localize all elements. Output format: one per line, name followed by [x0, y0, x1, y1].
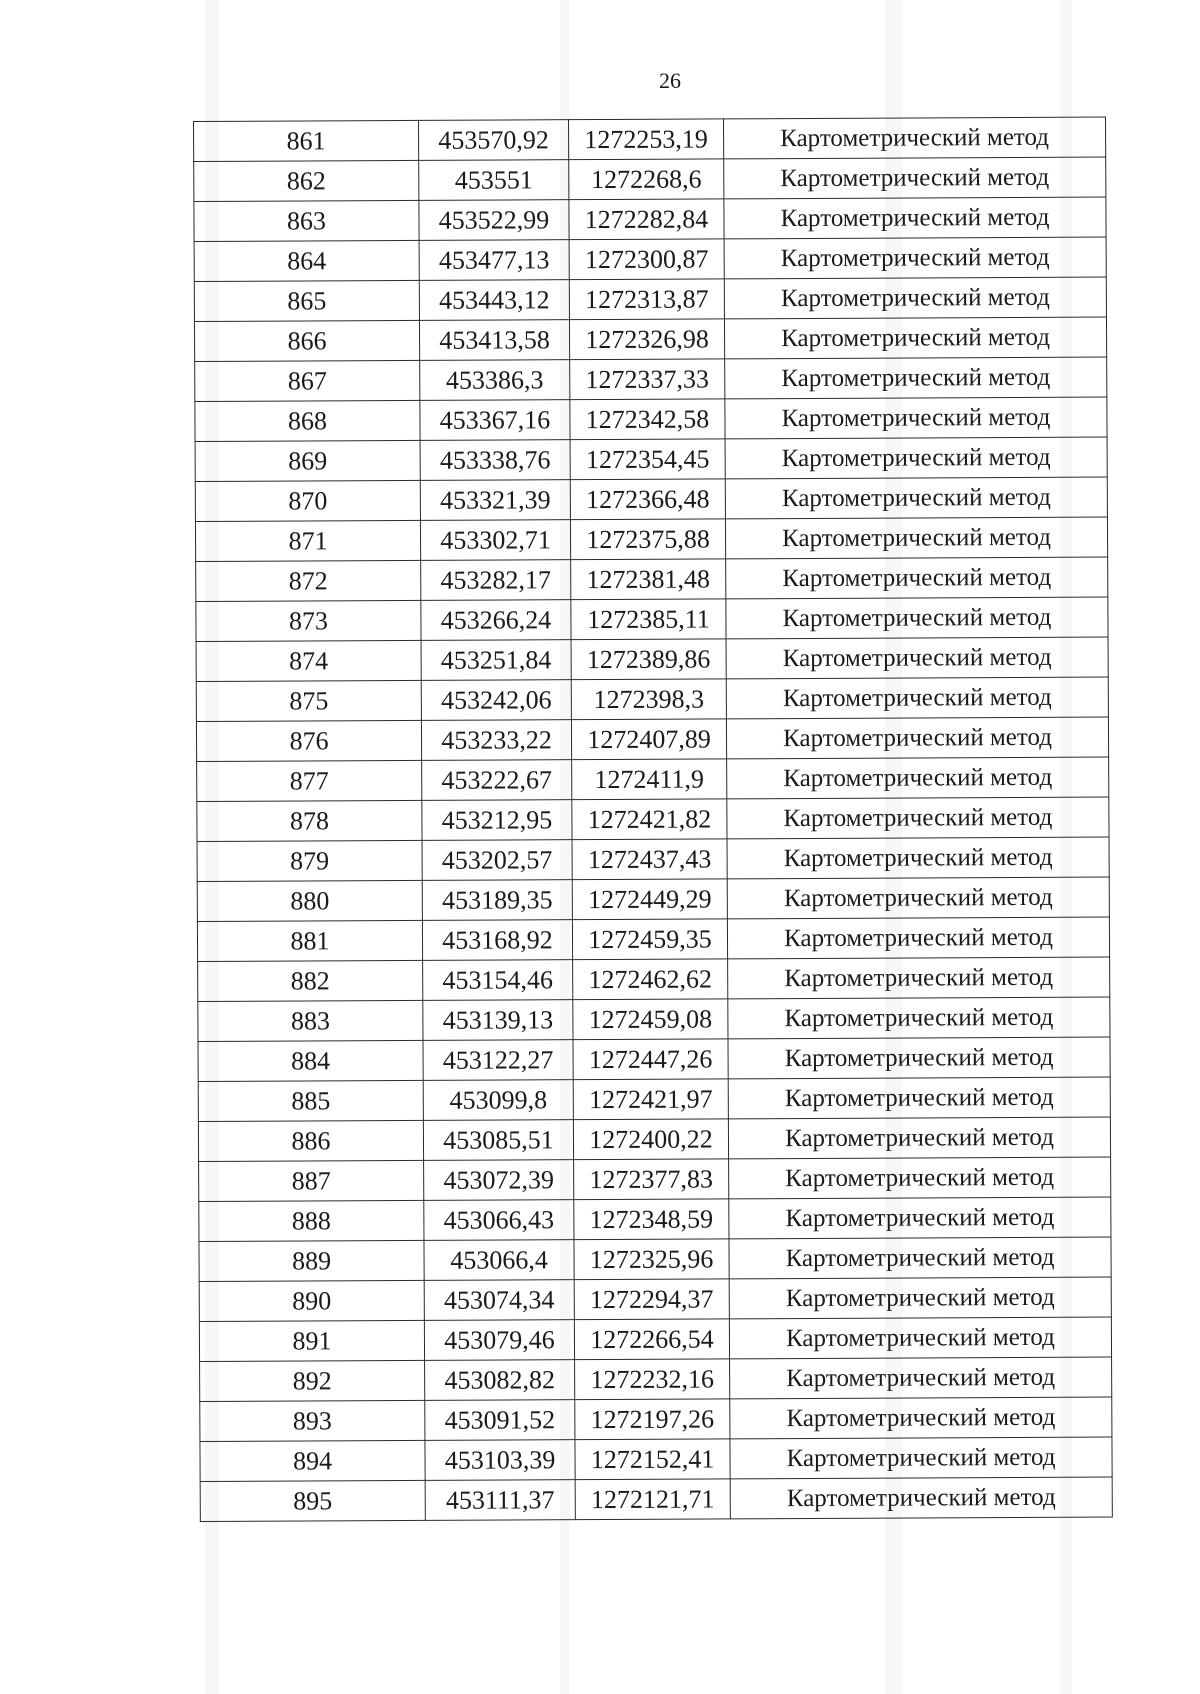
point-number-cell: 882: [198, 960, 423, 1001]
table-row: [194, 117, 1106, 161]
point-number-cell: 869: [195, 440, 420, 481]
point-number-cell: 862: [194, 160, 419, 201]
x-coordinate-cell: 453072,39: [424, 1160, 574, 1201]
y-coordinate-cell: 1272197,26: [575, 1399, 730, 1440]
coordinates-table: [193, 117, 1113, 1522]
y-coordinate-cell: 1272462,62: [573, 959, 728, 1000]
table-row: [199, 1157, 1111, 1201]
point-number-cell: 889: [199, 1240, 424, 1281]
x-coordinate-cell: 453074,34: [424, 1280, 574, 1321]
point-number-cell: 887: [199, 1160, 424, 1201]
method-cell: Картометрический метод: [726, 637, 1108, 679]
table-row: [198, 1077, 1110, 1121]
y-coordinate-cell: 1272337,33: [570, 359, 725, 400]
table-row: [197, 797, 1109, 841]
table-row: [200, 1437, 1112, 1481]
method-cell: Картометрический метод: [724, 317, 1106, 359]
method-cell: Картометрический метод: [728, 1117, 1110, 1159]
method-cell: Картометрический метод: [730, 1437, 1112, 1479]
y-coordinate-cell: 1272389,86: [571, 639, 726, 680]
method-cell: Картометрический метод: [727, 757, 1109, 799]
point-number-cell: 886: [198, 1120, 423, 1161]
x-coordinate-cell: 453413,58: [419, 320, 569, 361]
y-coordinate-cell: 1272447,26: [573, 1039, 728, 1080]
point-number-cell: 873: [196, 600, 421, 641]
table-row: [197, 877, 1109, 921]
point-number-cell: 874: [196, 640, 421, 681]
y-coordinate-cell: 1272300,87: [569, 239, 724, 280]
x-coordinate-cell: 453168,92: [422, 920, 572, 961]
method-cell: Картометрический метод: [730, 1477, 1112, 1519]
y-coordinate-cell: 1272282,84: [569, 199, 724, 240]
method-cell: Картометрический метод: [727, 837, 1109, 879]
y-coordinate-cell: 1272437,43: [572, 839, 727, 880]
method-cell: Картометрический метод: [729, 1157, 1111, 1199]
table-row: [198, 997, 1110, 1041]
table-row: [194, 157, 1106, 201]
method-cell: Картометрический метод: [726, 557, 1108, 599]
y-coordinate-cell: 1272411,9: [572, 759, 727, 800]
table-row: [200, 1397, 1112, 1441]
x-coordinate-cell: 453477,13: [419, 240, 569, 281]
x-coordinate-cell: 453282,17: [421, 560, 571, 601]
table-row: [194, 317, 1106, 361]
method-cell: Картометрический метод: [728, 957, 1110, 999]
x-coordinate-cell: 453367,16: [420, 400, 570, 441]
x-coordinate-cell: 453103,39: [425, 1440, 575, 1481]
point-number-cell: 881: [197, 920, 422, 961]
table-row: [197, 917, 1109, 961]
table-row: [196, 677, 1108, 721]
y-coordinate-cell: 1272342,58: [570, 399, 725, 440]
y-coordinate-cell: 1272385,11: [571, 599, 726, 640]
method-cell: Картометрический метод: [723, 117, 1105, 159]
method-cell: Картометрический метод: [730, 1397, 1112, 1439]
method-cell: Картометрический метод: [727, 877, 1109, 919]
x-coordinate-cell: 453212,95: [422, 800, 572, 841]
point-number-cell: 861: [194, 120, 419, 161]
x-coordinate-cell: 453302,71: [420, 520, 570, 561]
x-coordinate-cell: 453066,43: [424, 1200, 574, 1241]
point-number-cell: 866: [194, 320, 419, 361]
point-number-cell: 872: [196, 560, 421, 601]
table-row: [199, 1197, 1111, 1241]
table-row: [196, 557, 1108, 601]
point-number-cell: 865: [194, 280, 419, 321]
y-coordinate-cell: 1272313,87: [569, 279, 724, 320]
point-number-cell: 879: [197, 840, 422, 881]
table-row: [194, 197, 1106, 241]
point-number-cell: 893: [200, 1400, 425, 1441]
point-number-cell: 868: [195, 400, 420, 441]
x-coordinate-cell: 453443,12: [419, 280, 569, 321]
method-cell: Картометрический метод: [725, 437, 1107, 479]
x-coordinate-cell: 453085,51: [423, 1120, 573, 1161]
y-coordinate-cell: 1272294,37: [574, 1279, 729, 1320]
method-cell: Картометрический метод: [730, 1357, 1112, 1399]
y-coordinate-cell: 1272121,71: [575, 1479, 730, 1520]
x-coordinate-cell: 453099,8: [423, 1080, 573, 1121]
table-row: [194, 277, 1106, 321]
table-row: [198, 1037, 1110, 1081]
point-number-cell: 878: [197, 800, 422, 841]
y-coordinate-cell: 1272325,96: [574, 1239, 729, 1280]
x-coordinate-cell: 453091,52: [425, 1400, 575, 1441]
x-coordinate-cell: 453551: [419, 160, 569, 201]
point-number-cell: 870: [195, 480, 420, 521]
point-number-cell: 884: [198, 1040, 423, 1081]
y-coordinate-cell: 1272377,83: [574, 1159, 729, 1200]
y-coordinate-cell: 1272354,45: [570, 439, 725, 480]
y-coordinate-cell: 1272253,19: [568, 119, 723, 160]
table-row: [200, 1477, 1112, 1521]
point-number-cell: 890: [199, 1280, 424, 1321]
coordinates-table-body: [194, 117, 1113, 1521]
method-cell: Картометрический метод: [724, 237, 1106, 279]
point-number-cell: 875: [196, 680, 421, 721]
table-row: [199, 1317, 1111, 1361]
table-row: [196, 597, 1108, 641]
x-coordinate-cell: 453139,13: [423, 1000, 573, 1041]
y-coordinate-cell: 1272400,22: [573, 1119, 728, 1160]
page-number: 26: [659, 68, 681, 93]
method-cell: Картометрический метод: [727, 917, 1109, 959]
table-row: [196, 637, 1108, 681]
table-row: [195, 397, 1107, 441]
point-number-cell: 891: [199, 1320, 424, 1361]
method-cell: Картометрический метод: [729, 1237, 1111, 1279]
table-row: [197, 837, 1109, 881]
x-coordinate-cell: 453082,82: [425, 1360, 575, 1401]
table-row: [195, 437, 1107, 481]
table-row: [198, 1117, 1110, 1161]
x-coordinate-cell: 453570,92: [418, 120, 568, 161]
x-coordinate-cell: 453111,37: [425, 1480, 575, 1521]
method-cell: Картометрический метод: [729, 1317, 1111, 1359]
method-cell: Картометрический метод: [725, 357, 1107, 399]
method-cell: Картометрический метод: [724, 157, 1106, 199]
table-row: [199, 1277, 1111, 1321]
method-cell: Картометрический метод: [725, 477, 1107, 519]
table-row: [200, 1357, 1112, 1401]
y-coordinate-cell: 1272459,35: [572, 919, 727, 960]
method-cell: Картометрический метод: [724, 197, 1106, 239]
point-number-cell: 867: [195, 360, 420, 401]
method-cell: Картометрический метод: [728, 1077, 1110, 1119]
x-coordinate-cell: 453386,3: [420, 360, 570, 401]
method-cell: Картометрический метод: [729, 1197, 1111, 1239]
y-coordinate-cell: 1272232,16: [575, 1359, 730, 1400]
point-number-cell: 892: [200, 1360, 425, 1401]
x-coordinate-cell: 453122,27: [423, 1040, 573, 1081]
point-number-cell: 864: [194, 240, 419, 281]
x-coordinate-cell: 453321,39: [420, 480, 570, 521]
method-cell: Картометрический метод: [729, 1277, 1111, 1319]
x-coordinate-cell: 453079,46: [424, 1320, 574, 1361]
point-number-cell: 883: [198, 1000, 423, 1041]
point-number-cell: 877: [197, 760, 422, 801]
table-row: [195, 477, 1107, 521]
table-row: [196, 717, 1108, 761]
y-coordinate-cell: 1272421,82: [572, 799, 727, 840]
table-row: [195, 517, 1107, 561]
method-cell: Картометрический метод: [728, 997, 1110, 1039]
y-coordinate-cell: 1272348,59: [574, 1199, 729, 1240]
x-coordinate-cell: 453266,24: [421, 600, 571, 641]
point-number-cell: 885: [198, 1080, 423, 1121]
method-cell: Картометрический метод: [725, 517, 1107, 559]
x-coordinate-cell: 453251,84: [421, 640, 571, 681]
y-coordinate-cell: 1272421,97: [573, 1079, 728, 1120]
table-row: [195, 357, 1107, 401]
y-coordinate-cell: 1272459,08: [573, 999, 728, 1040]
x-coordinate-cell: 453338,76: [420, 440, 570, 481]
x-coordinate-cell: 453222,67: [422, 760, 572, 801]
y-coordinate-cell: 1272449,29: [572, 879, 727, 920]
method-cell: Картометрический метод: [724, 277, 1106, 319]
y-coordinate-cell: 1272268,6: [569, 159, 724, 200]
point-number-cell: 894: [200, 1440, 425, 1481]
point-number-cell: 876: [196, 720, 421, 761]
y-coordinate-cell: 1272381,48: [571, 559, 726, 600]
method-cell: Картометрический метод: [726, 677, 1108, 719]
table-row: [194, 237, 1106, 281]
point-number-cell: 880: [197, 880, 422, 921]
y-coordinate-cell: 1272326,98: [569, 319, 724, 360]
point-number-cell: 895: [200, 1480, 425, 1521]
point-number-cell: 888: [199, 1200, 424, 1241]
method-cell: Картометрический метод: [725, 397, 1107, 439]
x-coordinate-cell: 453242,06: [421, 680, 571, 721]
point-number-cell: 871: [195, 520, 420, 561]
y-coordinate-cell: 1272366,48: [570, 479, 725, 520]
y-coordinate-cell: 1272407,89: [571, 719, 726, 760]
y-coordinate-cell: 1272266,54: [574, 1319, 729, 1360]
x-coordinate-cell: 453522,99: [419, 200, 569, 241]
method-cell: Картометрический метод: [726, 717, 1108, 759]
table-row: [197, 757, 1109, 801]
point-number-cell: 863: [194, 200, 419, 241]
x-coordinate-cell: 453202,57: [422, 840, 572, 881]
x-coordinate-cell: 453233,22: [421, 720, 571, 761]
x-coordinate-cell: 453154,46: [423, 960, 573, 1001]
table-row: [198, 957, 1110, 1001]
method-cell: Картометрический метод: [727, 797, 1109, 839]
y-coordinate-cell: 1272375,88: [570, 519, 725, 560]
y-coordinate-cell: 1272152,41: [575, 1439, 730, 1480]
x-coordinate-cell: 453189,35: [422, 880, 572, 921]
method-cell: Картометрический метод: [726, 597, 1108, 639]
x-coordinate-cell: 453066,4: [424, 1240, 574, 1281]
table-row: [199, 1237, 1111, 1281]
method-cell: Картометрический метод: [728, 1037, 1110, 1079]
y-coordinate-cell: 1272398,3: [571, 679, 726, 720]
